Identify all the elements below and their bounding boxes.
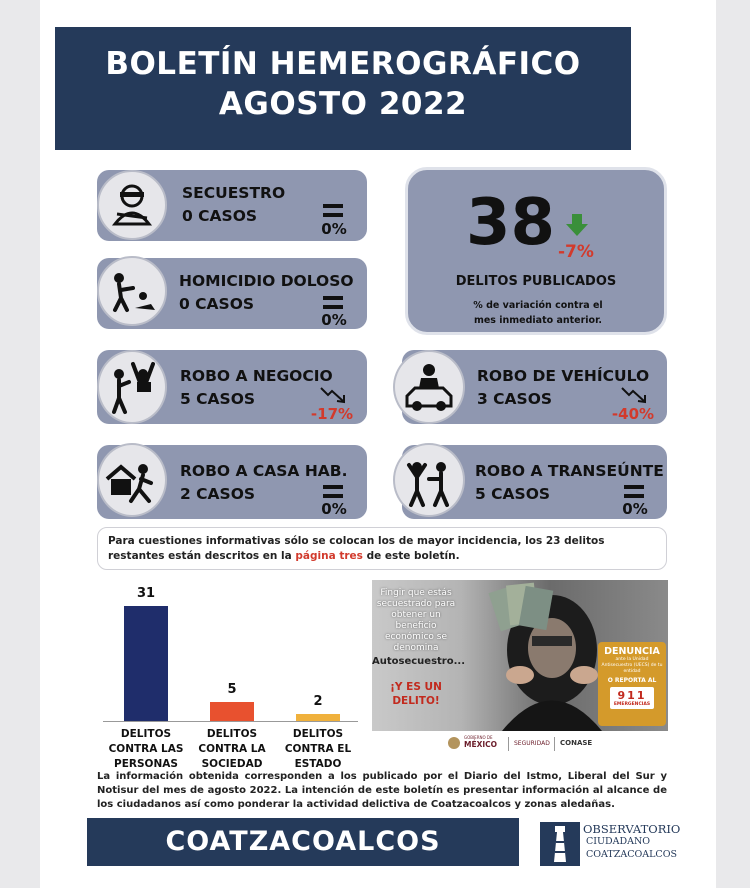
crime-change: -40% [611,405,655,423]
bar-value-label: 31 [136,586,156,601]
category-bar-chart [100,585,365,770]
homicide-icon [97,256,167,326]
kidnap-icon [97,170,167,240]
total-crimes: 38 [466,186,556,260]
arrow-down-icon [564,212,590,238]
observatorio-logo [538,818,681,868]
crime-change: 0% [321,500,347,518]
org-line2: CIUDADANO [586,836,651,847]
logo-mexico: MÉXICO [464,740,498,749]
denuncia-title: DENUNCIA [604,646,660,657]
crime-cases: 3 CASOS [477,390,553,408]
pedestrian-robbery-icon [393,443,465,517]
info-note [97,527,667,570]
equal-icon [323,485,343,498]
emergency-number: 911 [617,689,647,702]
logo-conase: CONASE [560,739,593,747]
city-banner: COATZACOALCOS [87,818,519,866]
summary-caption: % de variación contra el mes inmediato anterior. [473,300,603,326]
logo-divider [508,737,509,751]
crime-cases: 5 CASOS [475,485,551,503]
crime-name: SECUESTRO [182,184,286,202]
header-banner [55,27,631,150]
emergency-911-box [610,687,654,709]
org-line1: OBSERVATORIO [583,822,681,836]
chart-baseline [103,721,358,722]
logo-seguridad: SEGURIDAD [514,740,550,747]
org-line3: COATZACOALCOS [586,849,677,860]
header-title-line2: AGOSTO 2022 [218,86,468,122]
business-robbery-icon [97,350,167,424]
crime-change: 0% [321,220,347,238]
banner-main-text: Fingir que estás secuestrado para obtener un beneficio económico se denomina [376,588,456,653]
crime-change: 0% [622,500,648,518]
summary-label: DELITOS PUBLICADOS [455,274,617,289]
banner-alert: ¡Y ES UN DELITO! [390,681,442,707]
bar-0 [124,606,168,721]
note-text-end: de este boletín. [362,550,460,562]
total-change: -7% [558,242,594,262]
crime-change: -17% [310,405,354,423]
crime-name: ROBO DE VEHÍCULO [477,367,650,385]
crime-name: ROBO A TRANSEÚNTE [475,462,664,480]
mexico-coat-icon [448,737,460,749]
bar-value-label: 5 [227,682,237,697]
category-label: DELITOS CONTRA LAS PERSONAS [108,728,184,770]
crime-cases: 5 CASOS [180,390,256,408]
crime-cases: 0 CASOS [182,207,258,225]
bar-value-label: 2 [313,694,323,709]
note-text: Para cuestiones informativas sólo se colocan los de mayor incidencia, los 23 delitos restantes están descritos en la [108,535,605,562]
equal-icon [624,485,644,498]
crime-name: ROBO A CASA HAB. [180,462,348,480]
emergency-label: EMERGENCIAS [613,702,651,707]
house-robbery-icon [97,443,167,517]
denuncia-box [598,642,666,726]
crime-cases: 0 CASOS [179,295,255,313]
equal-icon [323,296,343,309]
crime-cases: 2 CASOS [180,485,256,503]
note-link[interactable]: página tres [295,550,363,562]
summary-card [405,167,667,335]
logo-mexico-top: GOBIERNO DE [464,735,493,740]
source-note: La información obtenida corresponden a los publicado por el Diario del Istmo, Liberal del Sur y Notisur del mes de agosto 2022. La intención de este boletín es presentar información al alcance de los ciudadanos así como ponderar la actividad delictiva de Coatzacoalcos y zonas aledañas. [97,771,667,810]
category-label: DELITOS CONTRA EL ESTADO [284,728,352,770]
crime-name: HOMICIDIO DOLOSO [179,272,354,290]
banner-term: Autosecuestro... [372,656,466,667]
logo-divider [554,737,555,751]
car-theft-icon [393,350,465,424]
bar-2 [296,714,340,721]
bar-1 [210,702,254,721]
trend-down-icon [620,385,650,405]
header-title-line1: BOLETÍN HEMEROGRÁFICO [105,46,581,82]
lighthouse-icon [538,818,582,868]
trend-down-icon [319,385,349,405]
autosecuestro-campaign-banner [372,580,668,731]
equal-icon [323,204,343,217]
crime-name: ROBO A NEGOCIO [180,367,333,385]
denuncia-subtitle: ante la Unidad Antisecuestro (UECS) de tu entidad [601,657,663,674]
crime-change: 0% [321,311,347,329]
government-logos [448,735,608,753]
category-label: DELITOS CONTRA LA SOCIEDAD [198,728,266,770]
denuncia-report: O REPORTA AL [607,677,657,684]
